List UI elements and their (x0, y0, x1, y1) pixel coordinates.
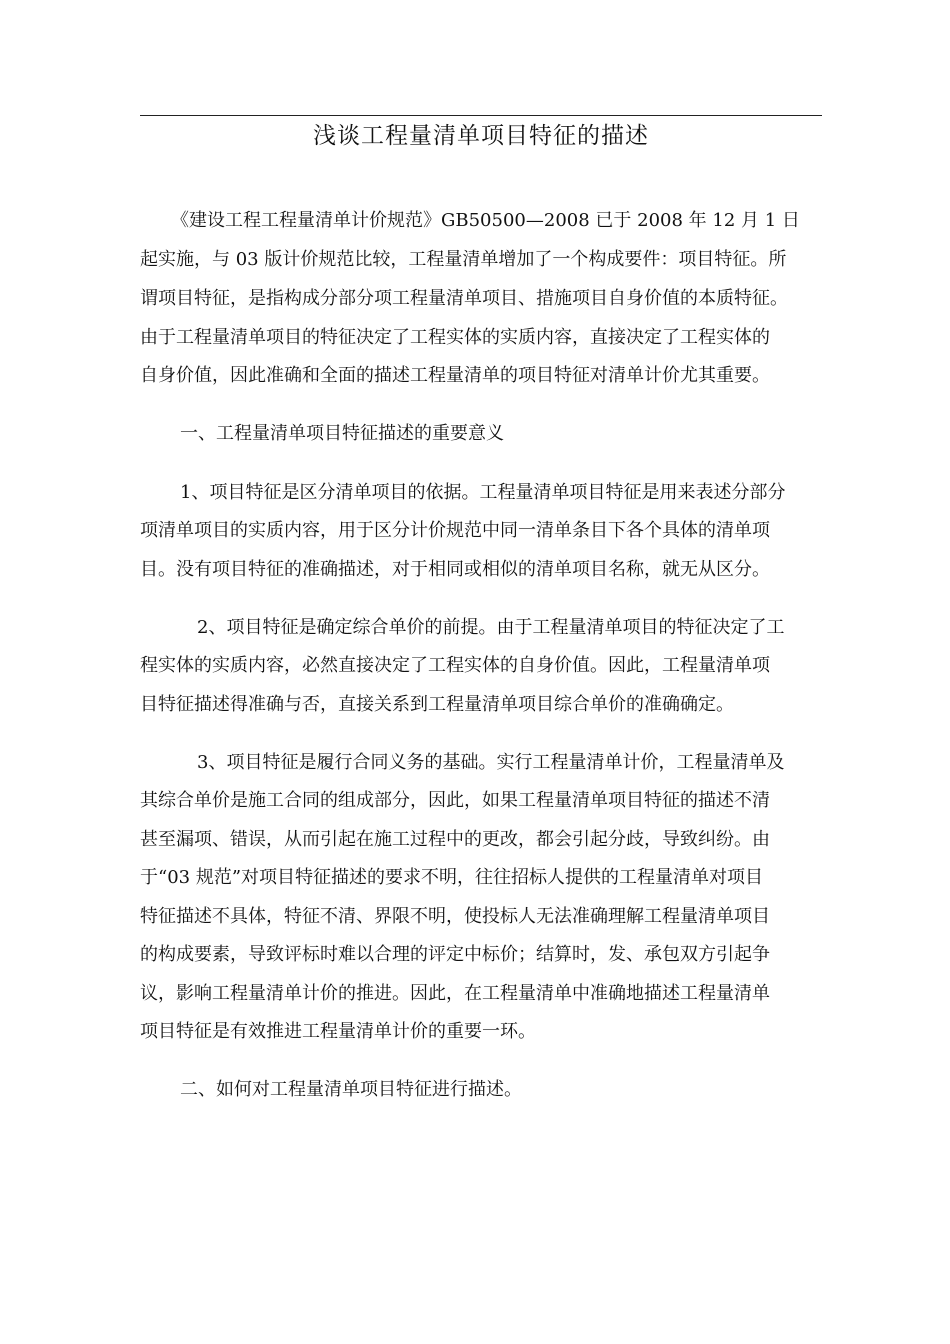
paragraph-line: 其综合单价是施工合同的组成部分，因此，如果工程量清单项目特征的描述不清 (140, 790, 770, 811)
paragraph-line: 《建设工程工程量清单计价规范》GB50500—2008 已于 2008 年 12 月 1 日 (171, 210, 800, 231)
paragraph-line: 目。没有项目特征的准确描述，对于相同或相似的清单项目名称，就无从区分。 (140, 559, 770, 580)
paragraph-line: 项清单项目的实质内容，用于区分计价规范中同一清单条目下各个具体的清单项 (140, 520, 770, 541)
paragraph-line: 谓项目特征，是指构成分部分项工程量清单项目、措施项目自身价值的本质特征。 (140, 288, 788, 309)
paragraph-line: 于“03 规范”对项目特征描述的要求不明，往往招标人提供的工程量清单对项目 (140, 867, 764, 888)
paragraph-line: 2、项目特征是确定综合单价的前提。由于工程量清单项目的特征决定了工 (197, 617, 785, 638)
paragraph-line: 起实施，与 03 版计价规范比较，工程量清单增加了一个构成要件：项目特征。所 (140, 249, 787, 270)
paragraph-line: 议，影响工程量清单计价的推进。因此，在工程量清单中准确地描述工程量清单 (140, 983, 770, 1004)
section-heading: 一、工程量清单项目特征描述的重要意义 (180, 423, 504, 444)
paragraph-line: 项目特征是有效推进工程量清单计价的重要一环。 (140, 1021, 536, 1042)
paragraph-line: 目特征描述得准确与否，直接关系到工程量清单项目综合单价的准确确定。 (140, 694, 734, 715)
paragraph-line: 3、项目特征是履行合同义务的基础。实行工程量清单计价，工程量清单及 (197, 752, 785, 773)
section-heading: 二、如何对工程量清单项目特征进行描述。 (180, 1079, 522, 1100)
paragraph-line: 1、项目特征是区分清单项目的依据。工程量清单项目特征是用来表述分部分 (180, 482, 786, 503)
paragraph-line: 程实体的实质内容，必然直接决定了工程实体的自身价值。因此，工程量清单项 (140, 655, 770, 676)
paragraph-line: 特征描述不具体，特征不清、界限不明，使投标人无法准确理解工程量清单项目 (140, 906, 770, 927)
paragraph-line: 由于工程量清单项目的特征决定了工程实体的实质内容，直接决定了工程实体的 (140, 327, 770, 348)
header-rule (140, 115, 822, 116)
paragraph-line: 甚至漏项、错误，从而引起在施工过程中的更改，都会引起分歧，导致纠纷。由 (140, 829, 770, 850)
paragraph-line: 自身价值，因此准确和全面的描述工程量清单的项目特征对清单计价尤其重要。 (140, 365, 770, 386)
document-title: 浅谈工程量清单项目特征的描述 (313, 123, 649, 149)
paragraph-line: 的构成要素，导致评标时难以合理的评定中标价；结算时，发、承包双方引起争 (140, 944, 770, 965)
